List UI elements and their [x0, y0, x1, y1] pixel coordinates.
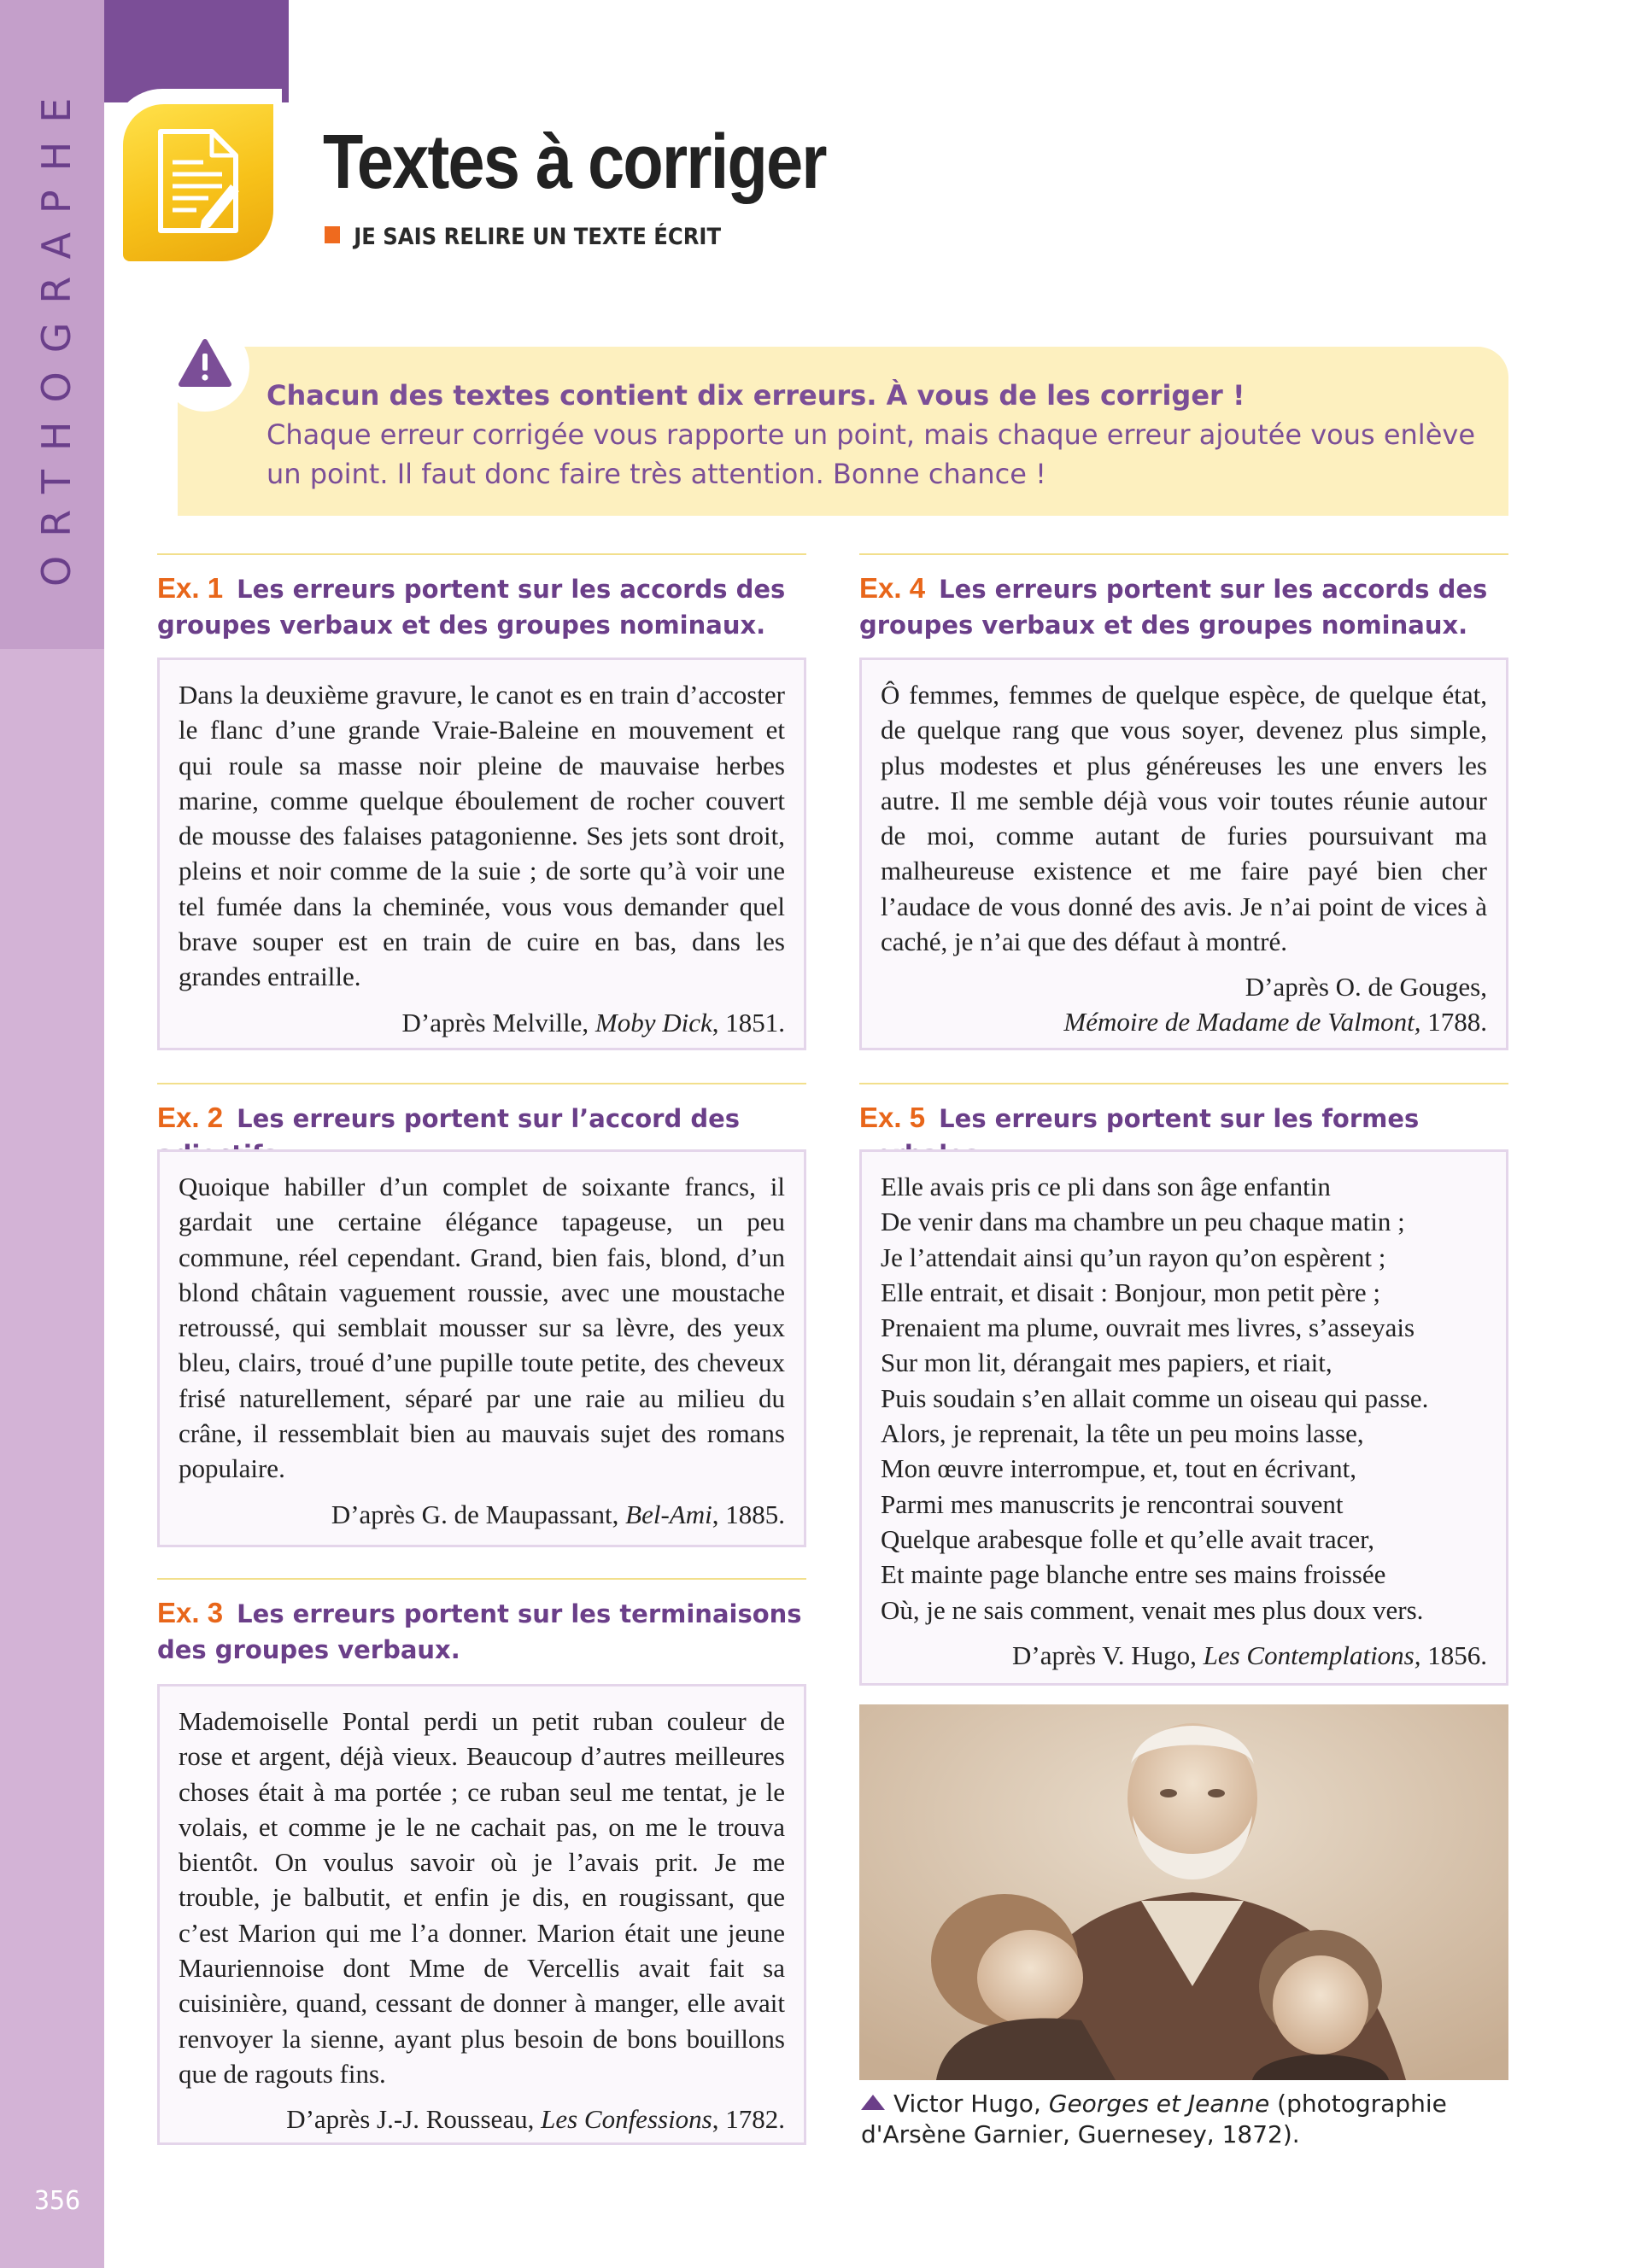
- warning-triangle-icon: [178, 338, 232, 389]
- exercise-5-text-box: [859, 1149, 1508, 1686]
- exercise-1-number: Ex. 1: [157, 572, 224, 604]
- verse-line: Elle entrait, et disait : Bonjour, mon petit père ;: [881, 1277, 1381, 1307]
- exercise-4-text: Ô femmes, femmes de quelque espèce, de quelque état, de quelque rang que vous soyer, devenez plus simple, plus modestes et plus généreuses les une envers les autre. Il me semble déjà vous voir toutes réunie autour de moi, comme autant de furies poursuivant ma malheureuse existence et me faire payé bien cher l’audace de vous donné des avis. Je n’ai point de vices à caché, je n’ai que des défaut à montré.: [881, 680, 1487, 957]
- exercise-3-text-box: [157, 1684, 806, 2145]
- warning-badge: [161, 323, 249, 412]
- header-band: [104, 0, 289, 102]
- exercise-2-instruction: Les erreurs portent sur l’accord des: [237, 1104, 741, 1133]
- instructions-text: [266, 376, 1496, 494]
- instructions-body: Chaque erreur corrigée vous rapporte un point, mais chaque erreur ajoutée vous enlève un point. Il faut donc faire très attention. Bonne chance !: [266, 418, 1475, 490]
- exercise-5-source: D’après V. Hugo, Les Contemplations, 1856.: [1012, 1640, 1487, 1670]
- section-label: ORTHOGRAPHE: [33, 79, 79, 587]
- verse-line: Et mainte page blanche entre ses mains froissée: [881, 1559, 1386, 1590]
- hugo-photograph: [859, 1704, 1508, 2080]
- exercise-4-text-box: [859, 658, 1508, 1050]
- document-pencil-icon: [123, 104, 273, 261]
- exercise-3-text: Mademoiselle Pontal perdi un petit ruban couleur de rose et argent, déjà vieux. Beaucoup d’autres meilleures choses était à ma portée ; ce ruban seul me tentat, je le volais, et comme je le ne cachait pas, on me le trouva bientôt. On voulus savoir où je l’avais prit. Je me trouble, je balbutit, et enfin je dis, en rougissant, que c’est Marion qui me l’a donner. Marion était une jeune Mauriennoise dont Mme de Vercellis avait fait sa cuisinière, quand, cessant de donner à manger, elle avait renvoyer la sienne, ayant plus besoin de bons bouillons que de ragouts fins.: [179, 1706, 785, 2089]
- exercise-5-instruction: Les erreurs portent sur les formes: [939, 1104, 1420, 1133]
- exercise-4-source: [881, 969, 1487, 1039]
- exercise-2-source: D’après G. de Maupassant, Bel-Ami, 1885.: [331, 1499, 785, 1529]
- exercise-1-heading: [157, 553, 806, 643]
- exercise-1-text: Dans la deuxième gravure, le canot es en train d’accoster le flanc d’une grande Vraie-Baleine en mouvement et qui roule sa masse noir pleine de mauvaise herbes marine, comme quelque éboulement de rocher couvert de mousse des falaises patagonienne. Ses jets sont droit, pleins et noir comme de la suie ; de sorte qu’à voir une tel fumée dans la cheminée, vous vous demander quel brave souper est en train de cuire en bas, dans les grandes entraille.: [179, 680, 785, 992]
- verse-line: Où, je ne sais comment, venait mes plus doux vers.: [881, 1594, 1424, 1625]
- bullet-square-icon: [325, 226, 340, 243]
- verse-line: Quelque arabesque folle et qu’elle avait tracer,: [881, 1523, 1374, 1554]
- page-number: 356: [34, 2186, 81, 2216]
- exercise-3-number: Ex. 3: [157, 1597, 224, 1628]
- triangle-up-icon: [861, 2095, 885, 2110]
- verse-line: Je l’attendait ainsi qu’un rayon qu’on espèrent ;: [881, 1242, 1386, 1272]
- verse-line: Puis soudain s’en allait comme un oiseau qui passe.: [881, 1382, 1429, 1413]
- verse-line: De venir dans ma chambre un peu chaque matin ;: [881, 1207, 1405, 1237]
- exercise-4-number: Ex. 4: [859, 572, 926, 604]
- page-subtitle: [325, 224, 721, 250]
- photo-caption: Victor Hugo, Georges et Jeanne (photographie d'Arsène Garnier, Guernesey, 1872).: [861, 2090, 1447, 2148]
- exercise-1-source: D’après Melville, Moby Dick, 1851.: [401, 1007, 785, 1038]
- exercise-4-source-author: D’après O. de Gouges,: [1245, 972, 1487, 1002]
- exercise-4-source-work: Mémoire de Madame de Valmont,: [1063, 1007, 1421, 1038]
- verse-line: Elle avais pris ce pli dans son âge enfantin: [881, 1172, 1331, 1201]
- exercise-2-text: Quoique habiller d’un complet de soixante francs, il gardait une certaine élégance tapageuse, un peu commune, réel cependant. Grand, bien fais, blond, d’un blond châtain vaguement roussie, avec une moustache retroussé, qui semblait mousser sur sa lèvre, des yeux bleu, clairs, troué d’une pupille toute petite, des cheveux frisé naturellement, séparé par une raie au milieu du crâne, il ressemblait bien au mauvais sujet des romans populaire.: [179, 1172, 785, 1484]
- exercise-4-instruction: Les erreurs portent sur les accords des groupes verbaux et des groupes nominaux.: [859, 575, 1488, 640]
- instructions-title: Chacun des textes contient dix erreurs. À vous de les corriger !: [266, 379, 1245, 412]
- exercise-4-source-year: 1788.: [1420, 1007, 1487, 1038]
- subtitle-text: JE SAIS RELIRE UN TEXTE ÉCRIT: [354, 224, 722, 250]
- verse-line: Mon œuvre interrompue, et, tout en écrivant,: [881, 1453, 1356, 1484]
- exercise-3-source: D’après J.-J. Rousseau, Les Confessions, 1782.: [286, 2104, 785, 2135]
- verse-line: Prenaient ma plume, ouvrait mes livres, s’asseyais: [881, 1312, 1415, 1343]
- exercise-1-text-box: [157, 658, 806, 1050]
- exercise-3-instruction: Les erreurs portent sur les terminaisons des groupes verbaux.: [157, 1599, 802, 1664]
- exercise-1-instruction: Les erreurs portent sur les accords des groupes verbaux et des groupes nominaux.: [157, 575, 786, 640]
- verse-line: Parmi mes manuscrits je rencontrai souvent: [881, 1488, 1344, 1519]
- exercise-3-heading: [157, 1578, 806, 1668]
- verse-line: Alors, je reprenait, la tête un peu moins lasse,: [881, 1418, 1364, 1449]
- verse-line: Sur mon lit, dérangait mes papiers, et riait,: [881, 1347, 1332, 1378]
- exercise-2-number: Ex. 2: [157, 1102, 224, 1133]
- exercise-4-heading: [859, 553, 1508, 643]
- exercise-2-text-box: [157, 1149, 806, 1547]
- exercise-5-number: Ex. 5: [859, 1102, 926, 1133]
- page-title: Textes à corriger: [323, 120, 826, 205]
